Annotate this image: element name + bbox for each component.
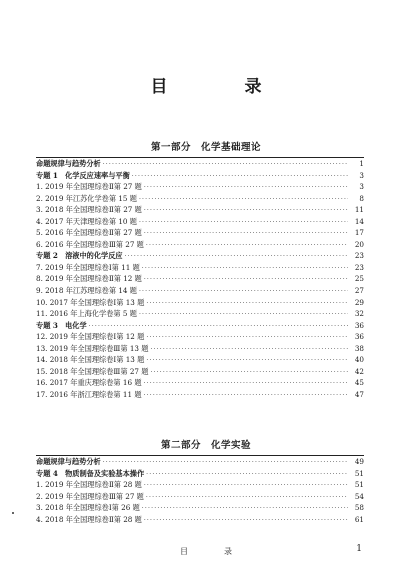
toc-entry-label: 15. 2018 年全国理综卷Ⅲ第 27 题 [36, 366, 149, 376]
toc-entry[interactable] [36, 456, 364, 468]
toc-entry-label: 7. 2019 年全国理综卷Ⅰ第 11 题 [36, 262, 140, 272]
dot-leader [146, 298, 348, 310]
toc-entry-label: 5. 2016 年全国理综卷Ⅱ第 27 题 [36, 228, 142, 238]
dot-leader [103, 159, 348, 171]
toc-entry[interactable] [36, 250, 364, 262]
dot-leader [132, 171, 348, 183]
footer-page-number: 1 [356, 544, 362, 554]
toc-entry-label: 10. 2017 年全国理综卷Ⅰ第 13 题 [36, 297, 145, 307]
page-title: 目 录 [150, 77, 292, 97]
toc-entry-page: 58 [354, 503, 364, 513]
toc-entry-label: 14. 2018 年全国理综卷Ⅰ第 13 题 [36, 355, 145, 365]
toc-entry-page: 61 [354, 514, 364, 524]
toc-entry[interactable] [36, 502, 364, 514]
toc-entry-page: 45 [354, 378, 364, 388]
toc-entry-label: 专题 2 溶液中的化学反应 [36, 251, 123, 261]
toc-entry[interactable] [36, 320, 364, 332]
dot-leader [144, 274, 348, 286]
toc-entry-page: 3 [359, 170, 364, 180]
dot-leader [150, 344, 348, 356]
toc-entry-label: 专题 3 电化学 [36, 320, 87, 330]
toc-entry-label: 专题 1 化学反应速率与平衡 [36, 170, 130, 180]
toc-entry-page: 23 [354, 262, 364, 272]
dot-leader [139, 286, 348, 298]
dot-leader [144, 390, 348, 402]
part-heading: 第二部分 化学实验 [160, 440, 251, 451]
toc-entry[interactable] [36, 308, 364, 320]
toc-entry-page: 38 [354, 343, 364, 353]
toc-entry[interactable] [36, 354, 364, 366]
dot-leader [146, 240, 348, 252]
dot-leader [142, 503, 348, 515]
dot-leader [146, 492, 348, 504]
toc-entry[interactable] [36, 193, 364, 205]
toc-entry[interactable] [36, 170, 364, 182]
toc-entry-page: 54 [354, 491, 364, 501]
toc-entry-label: 16. 2017 年重庆理综卷第 16 题 [36, 378, 142, 388]
toc-entry-label: 1. 2019 年全国理综卷Ⅱ第 27 题 [36, 182, 142, 192]
toc-entry-page: 36 [354, 332, 364, 342]
dot-leader [146, 355, 348, 367]
toc-entry-page: 47 [354, 389, 364, 399]
toc-entry-page: 25 [354, 274, 364, 284]
toc-entry-label: 4. 2018 年全国理综卷Ⅱ第 28 题 [36, 514, 142, 524]
toc-entry-label: 13. 2019 年全国理综卷Ⅲ第 13 题 [36, 343, 149, 353]
dot-leader [146, 469, 348, 481]
toc-entry-page: 11 [354, 205, 364, 215]
toc-entry[interactable] [36, 514, 364, 526]
toc-entry-page: 36 [354, 320, 364, 330]
toc-entry[interactable] [36, 366, 364, 378]
toc-entry-page: 23 [354, 251, 364, 261]
toc-entry-page: 29 [354, 297, 364, 307]
toc-entry-page: 20 [354, 239, 364, 249]
toc-entry[interactable] [36, 479, 364, 491]
toc-entry[interactable] [36, 239, 364, 251]
toc-entry[interactable] [36, 285, 364, 297]
dot-leader [144, 228, 348, 240]
dot-leader [144, 378, 348, 390]
toc-entry[interactable] [36, 468, 364, 480]
toc-entry[interactable] [36, 377, 364, 389]
toc-entry-label: 17. 2016 年浙江理综卷第 11 题 [36, 389, 142, 399]
toc-entry-label: 2. 2019 年全国理综卷Ⅲ第 27 题 [36, 491, 144, 501]
toc-entry-label: 命题规律与趋势分析 [36, 159, 101, 168]
dot-leader [139, 194, 348, 206]
toc-entry-page: 1 [359, 159, 364, 168]
dot-leader [139, 309, 348, 321]
toc-entry-page: 32 [354, 309, 364, 319]
toc-entry-label: 专题 4 物质制备及实验基本操作 [36, 468, 145, 478]
dot-leader [142, 263, 348, 275]
toc-entry-label: 2. 2019 年江苏化学卷第 15 题 [36, 193, 137, 203]
toc-entry[interactable] [36, 343, 364, 355]
toc-entry-page: 14 [354, 216, 364, 226]
toc-entry-page: 42 [354, 366, 364, 376]
toc-part-1 [36, 158, 364, 400]
toc-entry-label: 3. 2018 年全国理综卷Ⅰ第 26 题 [36, 503, 140, 513]
toc-entry[interactable] [36, 158, 364, 170]
footer-title: 目 录 [180, 547, 246, 556]
toc-entry-label: 11. 2016 年上海化学卷第 5 题 [36, 309, 137, 319]
toc-entry-label: 8. 2019 年全国理综卷Ⅱ第 12 题 [36, 274, 142, 284]
toc-entry-page: 8 [359, 193, 364, 203]
toc-entry[interactable] [36, 216, 364, 228]
toc-entry-label: 4. 2017 年天津理综卷第 10 题 [36, 216, 137, 226]
toc-entry-label: 3. 2018 年全国理综卷Ⅱ第 27 题 [36, 205, 142, 215]
toc-part-2 [36, 456, 364, 525]
toc-entry[interactable] [36, 273, 364, 285]
dot-leader [144, 515, 348, 527]
scan-speck [12, 512, 14, 514]
toc-entry[interactable] [36, 204, 364, 216]
toc-entry-label: 6. 2016 年全国理综卷Ⅲ第 27 题 [36, 239, 144, 249]
dot-leader [125, 251, 348, 263]
dot-leader [144, 182, 348, 194]
toc-entry-page: 51 [354, 468, 364, 478]
toc-entry[interactable] [36, 181, 364, 193]
toc-entry[interactable] [36, 227, 364, 239]
toc-entry-label: 12. 2019 年全国理综卷Ⅰ第 12 题 [36, 332, 145, 342]
dot-leader [150, 367, 348, 379]
toc-entry-page: 40 [354, 355, 364, 365]
dot-leader [146, 332, 348, 344]
toc-entry-label: 1. 2019 年全国理综卷Ⅱ第 28 题 [36, 480, 142, 490]
toc-entry[interactable] [36, 491, 364, 503]
dot-leader [139, 217, 348, 229]
toc-entry-label: 9. 2018 年江苏理综卷第 14 题 [36, 286, 137, 296]
toc-entry-page: 51 [354, 480, 364, 490]
toc-entry[interactable] [36, 262, 364, 274]
toc-entry-page: 49 [354, 457, 364, 466]
toc-entry-page: 17 [354, 228, 364, 238]
dot-leader [144, 480, 348, 492]
toc-entry[interactable] [36, 331, 364, 343]
toc-entry-page: 27 [354, 286, 364, 296]
toc-entry-label: 命题规律与趋势分析 [36, 457, 101, 466]
toc-entry[interactable] [36, 297, 364, 309]
part-heading: 第一部分 化学基础理论 [150, 142, 261, 153]
dot-leader [144, 205, 348, 217]
toc-entry-page: 3 [359, 182, 364, 192]
toc-entry[interactable] [36, 389, 364, 401]
